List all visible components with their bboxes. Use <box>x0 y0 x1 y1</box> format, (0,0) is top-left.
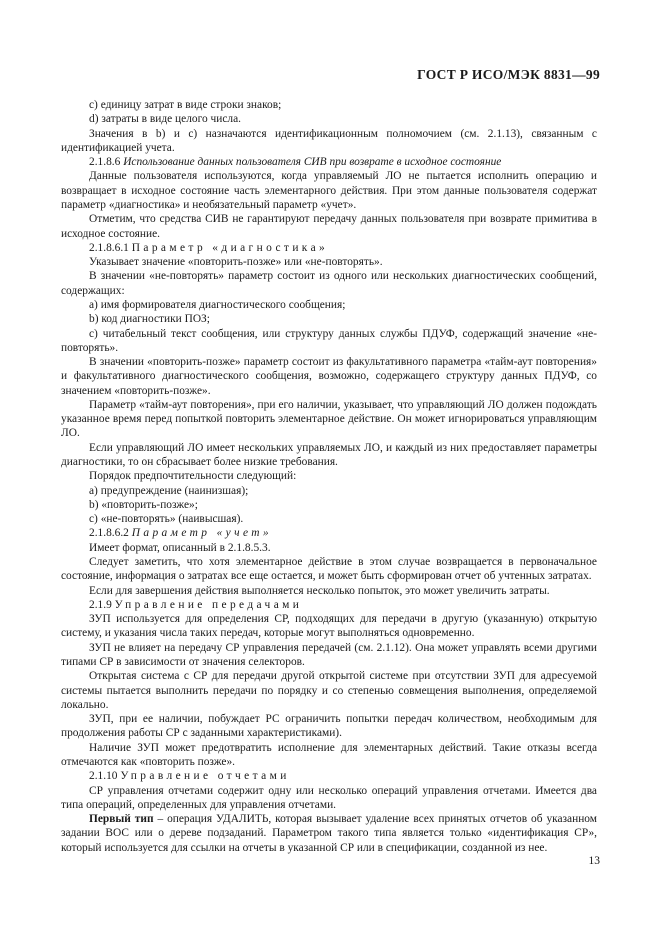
paragraph-text: ЗУП используется для определения СР, подходящих для передачи в другую (указанную) открытую систему, и указания числа таких передач, которые могут выполняться одновременно. <box>61 613 597 640</box>
paragraph <box>61 669 597 712</box>
paragraph <box>61 784 597 813</box>
paragraph <box>61 812 597 855</box>
paragraph <box>61 98 597 112</box>
paragraph <box>61 541 597 555</box>
paragraph-text: Данные пользователя используются, когда управляемый ЛО не пытается исполнить операцию и возвращает в исходное состояние часть элементарного действия. При этом данные пользователя содержат параметр «диагностика» и необязательный параметр «учет». <box>61 170 597 211</box>
paragraph <box>61 269 597 298</box>
paragraph <box>61 355 597 398</box>
page-header: ГОСТ Р ИСО/МЭК 8831—99 <box>417 67 600 82</box>
paragraph-text: Указывает значение «повторить-позже» или «не-повторять». <box>89 256 383 269</box>
paragraph <box>61 441 597 470</box>
paragraph-text: Параметр «тайм-аут повторения», при его наличии, указывает, что управляющий ЛО должен подождать указанное время перед попыткой повторить элементарное действие. Он может игнорироваться управляющим ЛО. <box>61 398 597 440</box>
section-title: Параметр «диагностика» <box>131 241 329 254</box>
paragraph <box>61 212 597 241</box>
paragraph <box>61 555 597 584</box>
paragraph-text: b) код диагностики ПОЗ; <box>89 313 210 326</box>
paragraph-text: – операция УДАЛИТЬ, которая вызывает удаление всех принятых отчетов об указанном задании ВОС или о дереве подзаданий. Параметром такого типа является только «идентификация СР», который используется для ссылки на отчеты в указанной СР или в спецификации, созданной из нее. <box>61 813 597 854</box>
paragraph-text: Открытая система с СР для передачи другой открытой системе при отсутствии ЗУП для адресуемой системы пытается выполнить передачи по порядку и со степенью совмещения выполнения, определяемой локально. <box>61 670 597 711</box>
paragraph <box>61 498 597 512</box>
section-number: 2.1.10 <box>89 770 118 783</box>
paragraph-text: Наличие ЗУП может предотвратить исполнение для элементарных действий. Такие отказы всегда отмечаются как «повторить позже». <box>61 741 597 768</box>
paragraph <box>61 298 597 312</box>
paragraph-text: Если управляющий ЛО имеет нескольких управляемых ЛО, и каждый из них предоставляет параметры диагностики, то он сбрасывает более низкие требования. <box>61 441 597 469</box>
paragraph <box>61 584 597 598</box>
section-heading <box>61 155 597 169</box>
paragraph <box>61 469 597 483</box>
paragraph-text: В значении «не-повторять» параметр состоит из одного или нескольких диагностических сообщений, содержащих: <box>61 270 597 297</box>
paragraph <box>61 612 597 641</box>
paragraph <box>61 512 597 526</box>
paragraph-text: Значения в b) и c) назначаются идентификационным полномочием (см. 2.1.13), связанным с идентификацией учета. <box>61 127 597 154</box>
paragraph-text: ЗУП, при ее наличии, побуждает РС ограничить попытки передач количеством, необходимым для продолжения работы СР с заданными характеристиками). <box>61 713 597 740</box>
section-number: 2.1.9 <box>89 598 112 611</box>
paragraph <box>61 741 597 770</box>
paragraph-text: c) единицу затрат в виде строки знаков; <box>89 99 282 111</box>
paragraph <box>61 327 597 356</box>
paragraph-text: a) имя формирователя диагностического сообщения; <box>89 298 346 311</box>
section-number: 2.1.8.6.2 <box>89 527 129 540</box>
paragraph-text: В значении «повторить-позже» параметр состоит из факультативного параметра «тайм-аут повторения» и факультативного диагностического сообщения, возможно, содержащего структуру данных ПДУФ, со значением «повторить-позже». <box>61 356 597 397</box>
section-title: Параметр «учет» <box>131 527 273 540</box>
paragraph-text: b) «повторить-позже»; <box>89 498 198 511</box>
paragraph-text: d) затраты в виде целого числа. <box>89 113 241 126</box>
section-title: Управление отчетами <box>120 770 290 783</box>
paragraph <box>61 255 597 269</box>
section-heading <box>61 241 597 255</box>
paragraph-text: Порядок предпочтительности следующий: <box>89 470 297 483</box>
section-number: 2.1.8.6 <box>89 156 121 169</box>
lead-term: Первый тип <box>89 813 154 826</box>
paragraph-text: СР управления отчетами содержит одну или несколько операций управления отчетами. Имеется два типа операций, определенных для управления отчетами. <box>61 784 597 811</box>
paragraph-text: a) предупреждение (наинизшая); <box>89 484 249 497</box>
section-heading <box>61 598 597 612</box>
paragraph <box>61 169 597 212</box>
paragraph <box>61 484 597 498</box>
paragraph <box>61 112 597 126</box>
section-title: Управление передачами <box>114 598 303 611</box>
paragraph-text: Отметим, что средства СИВ не гарантируют передачу данных пользователя при возврате примитива в исходное состояние. <box>61 213 597 240</box>
paragraph-text: ЗУП не влияет на передачу СР управления передачей (см. 2.1.12). Она может управлять всеми другими типами СР в зависимости от значения селекторов. <box>61 641 597 668</box>
paragraph <box>61 641 597 670</box>
paragraph <box>61 712 597 741</box>
paragraph-text: Имеет формат, описанный в 2.1.8.5.3. <box>89 541 271 554</box>
section-heading <box>61 526 597 540</box>
paragraph-text: Следует заметить, что хотя элементарное действие в этом случае возвращается в первоначальное состояние, информация о затратах все еще остается, и может быть сформирован отчет об учтенных затратах. <box>61 556 597 583</box>
document-body <box>61 98 597 855</box>
paragraph-text: c) «не-повторять» (наивысшая). <box>89 513 244 526</box>
section-number: 2.1.8.6.1 <box>89 241 129 254</box>
section-title: Использование данных пользователя СИВ при возврате в исходное состояние <box>123 156 502 169</box>
section-heading <box>61 769 597 783</box>
paragraph <box>61 127 597 156</box>
paragraph-text: Если для завершения действия выполняется несколько попыток, это может увеличить затраты. <box>89 584 550 597</box>
paragraph-text: c) читабельный текст сообщения, или структуру данных службы ПДУФ, содержащий значение «не-повторять». <box>61 327 597 354</box>
paragraph <box>61 312 597 326</box>
paragraph <box>61 398 597 441</box>
page-number: 13 <box>588 855 600 867</box>
